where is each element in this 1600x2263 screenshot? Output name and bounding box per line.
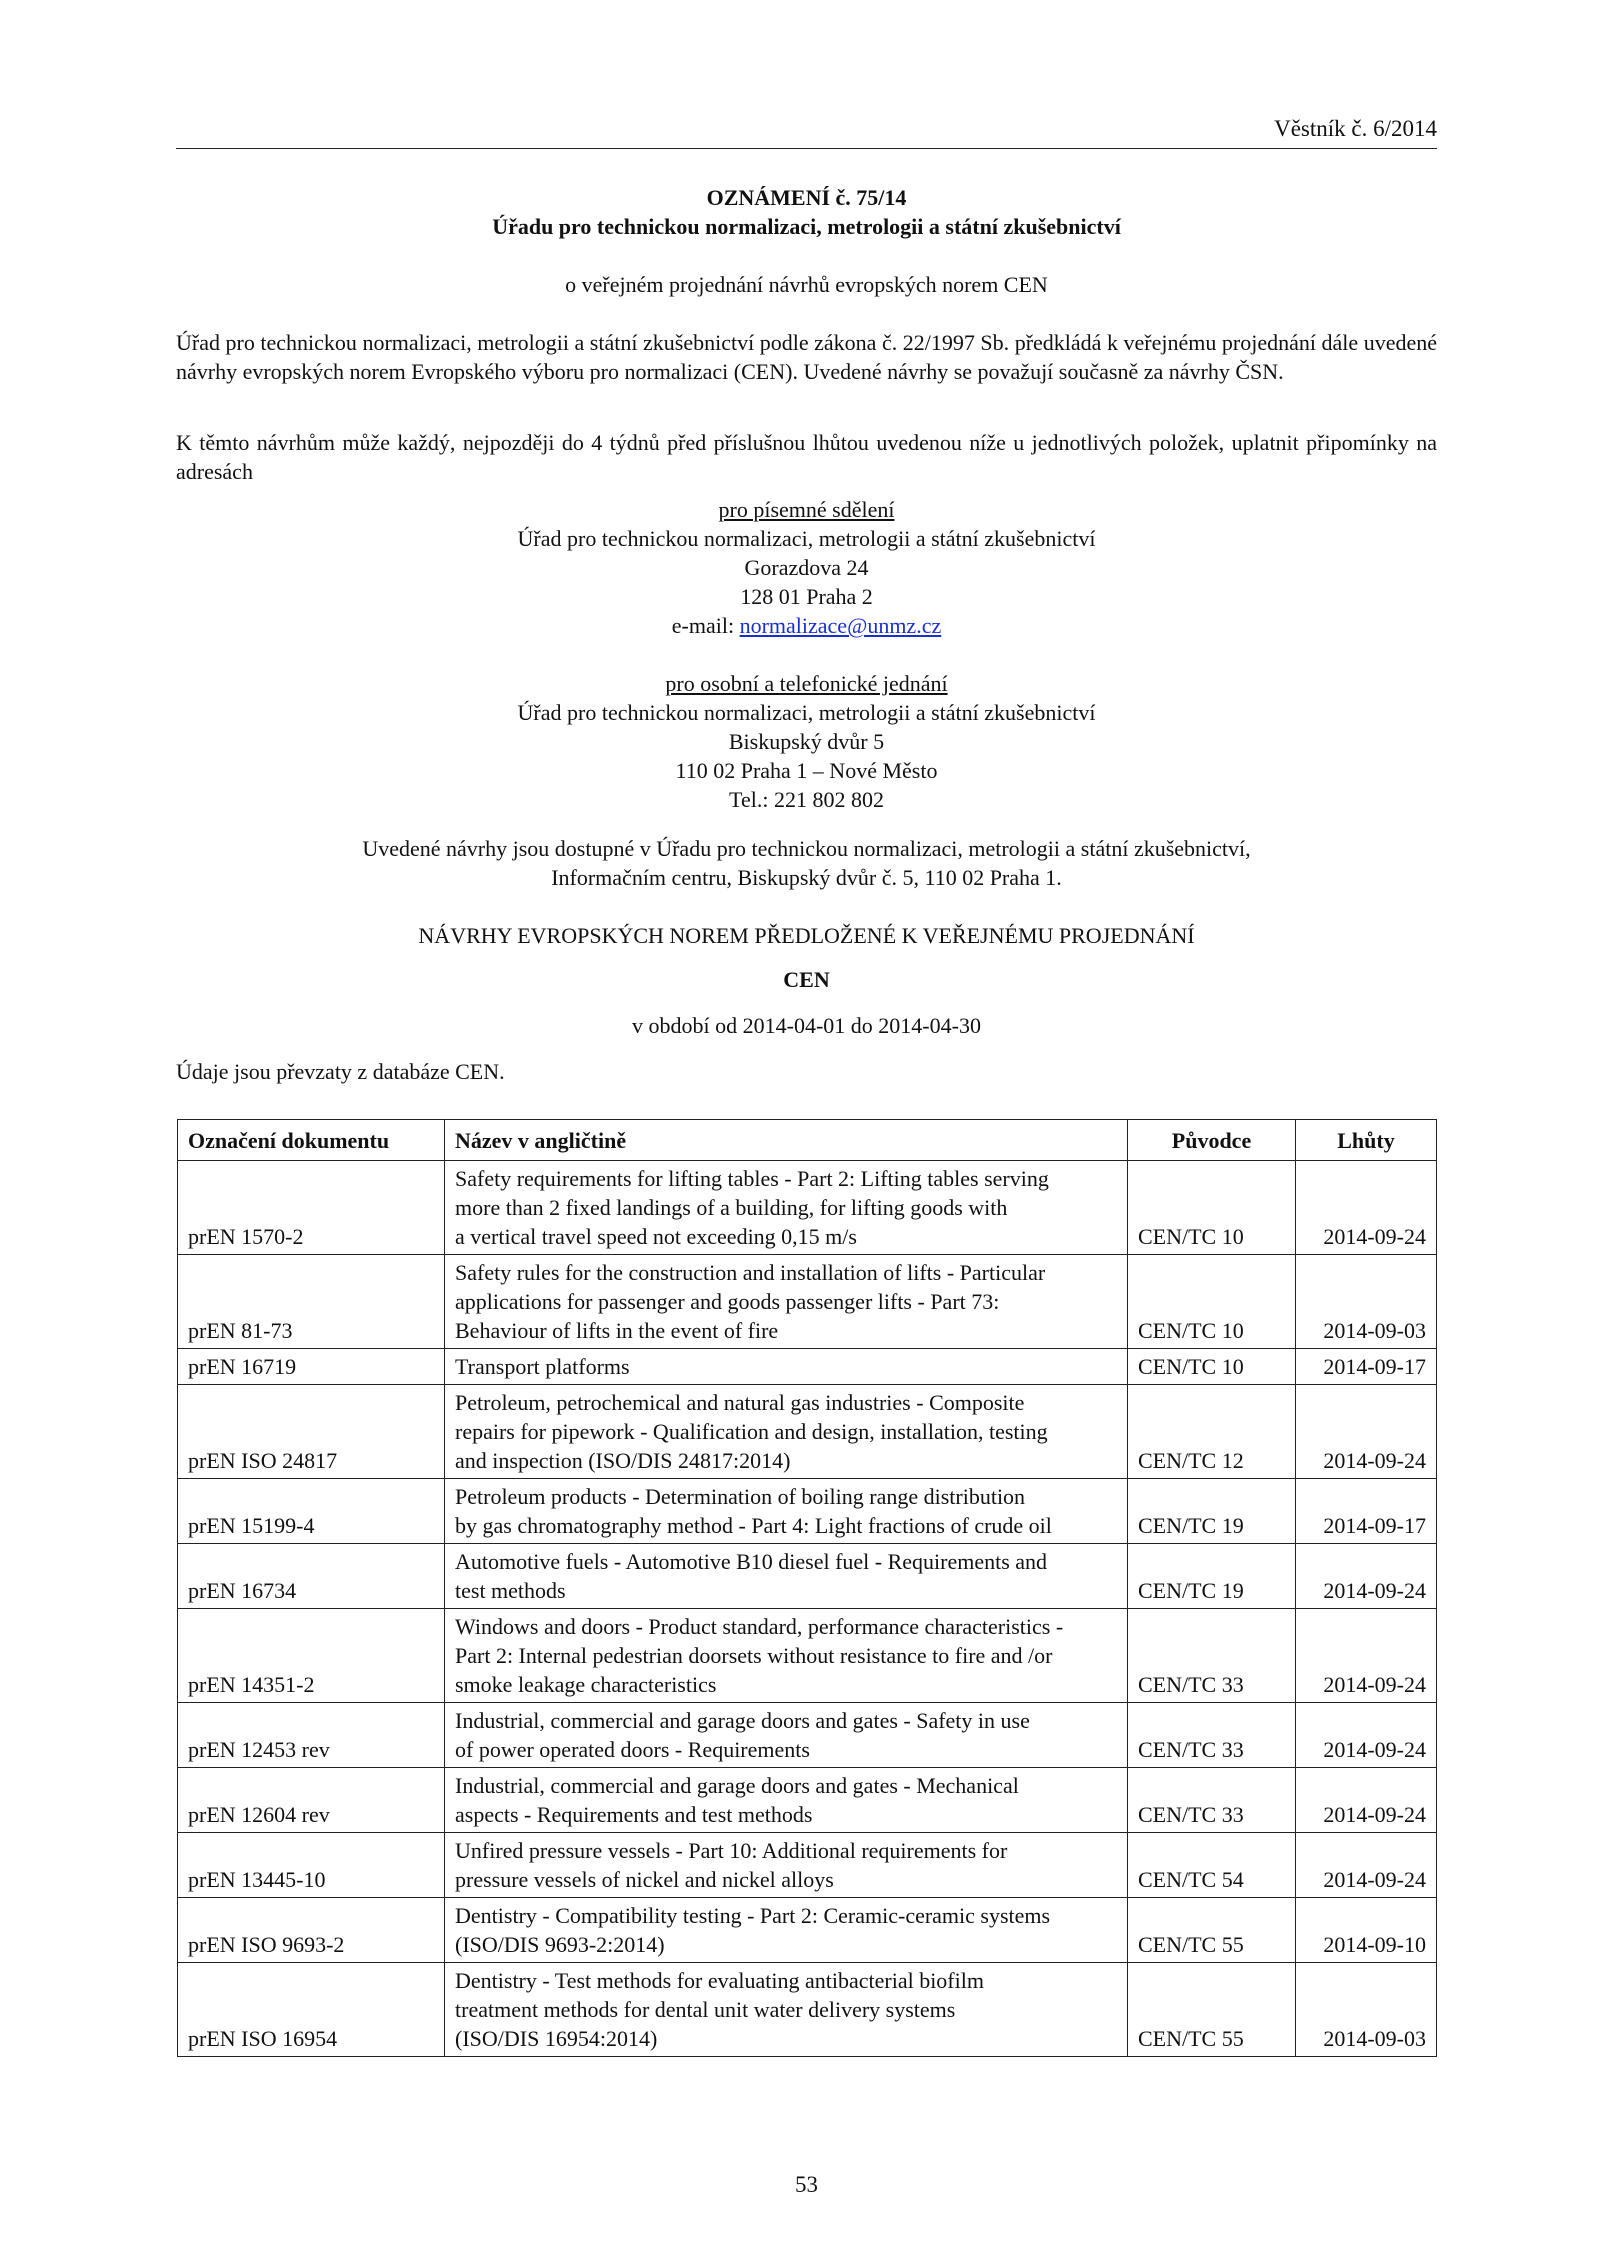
- document-id-cell: prEN 1570-2: [178, 1161, 445, 1255]
- standards-table: [177, 1119, 1437, 2057]
- section-org: CEN: [783, 967, 830, 992]
- written-contact-email-line: [176, 611, 1437, 640]
- document-id-cell: prEN 12453 rev: [178, 1703, 445, 1768]
- email-link[interactable]: normalizace@unmz.cz: [739, 613, 942, 638]
- email-label: e-mail:: [671, 613, 740, 638]
- deadline-cell: 2014-09-24: [1296, 1768, 1437, 1833]
- availability-line-2: Informačním centru, Biskupský dvůr č. 5, 110 02 Praha 1.: [551, 865, 1062, 890]
- document-id-cell: prEN ISO 16954: [178, 1963, 445, 2057]
- table-row: [178, 1161, 1437, 1255]
- origin-cell: CEN/TC 55: [1128, 1963, 1296, 2057]
- deadline-cell: 2014-09-24: [1296, 1609, 1437, 1703]
- table-row: [178, 1479, 1437, 1544]
- table-row: [178, 1833, 1437, 1898]
- header-title: Název v angličtině: [445, 1120, 1128, 1161]
- section-title: NÁVRHY EVROPSKÝCH NOREM PŘEDLOŽENÉ K VEŘEJNÉMU PROJEDNÁNÍ: [418, 923, 1195, 948]
- page-number: 53: [795, 2172, 818, 2197]
- personal-contact-office: Úřad pro technickou normalizaci, metrologii a státní zkušebnictví: [517, 700, 1096, 725]
- written-contact-office: Úřad pro technickou normalizaci, metrologii a státní zkušebnictví: [517, 526, 1096, 551]
- deadline-cell: 2014-09-17: [1296, 1349, 1437, 1385]
- document-id-cell: prEN 14351-2: [178, 1609, 445, 1703]
- availability-line-1: Uvedené návrhy jsou dostupné v Úřadu pro technickou normalizaci, metrologii a státní zkušebnictví,: [362, 836, 1251, 861]
- document-title-cell: Petroleum products - Determination of boiling range distribution by gas chromatography method - Part 4: Light fractions of crude oil: [445, 1479, 1128, 1544]
- personal-contact-phone: Tel.: 221 802 802: [729, 787, 884, 812]
- origin-cell: CEN/TC 55: [1128, 1898, 1296, 1963]
- document-id-cell: prEN 15199-4: [178, 1479, 445, 1544]
- document-title-cell: Industrial, commercial and garage doors and gates - Safety in use of power operated doors - Requirements: [445, 1703, 1128, 1768]
- origin-cell: CEN/TC 54: [1128, 1833, 1296, 1898]
- document-title-cell: Automotive fuels - Automotive B10 diesel fuel - Requirements and test methods: [445, 1544, 1128, 1609]
- written-contact-city: 128 01 Praha 2: [740, 584, 873, 609]
- origin-cell: CEN/TC 10: [1128, 1255, 1296, 1349]
- document-title-cell: Petroleum, petrochemical and natural gas industries - Composite repairs for pipework - Qualification and design, installation, testing and inspection (ISO/DIS 24817:2014): [445, 1385, 1128, 1479]
- document-id-cell: prEN 81-73: [178, 1255, 445, 1349]
- personal-contact-street: Biskupský dvůr 5: [728, 729, 885, 754]
- deadline-cell: 2014-09-24: [1296, 1544, 1437, 1609]
- origin-cell: CEN/TC 33: [1128, 1609, 1296, 1703]
- table-row: [178, 1768, 1437, 1833]
- deadline-cell: 2014-09-03: [1296, 1255, 1437, 1349]
- deadline-cell: 2014-09-24: [1296, 1161, 1437, 1255]
- document-id-cell: prEN ISO 9693-2: [178, 1898, 445, 1963]
- data-source-note: Údaje jsou převzaty z databáze CEN.: [176, 1059, 505, 1084]
- table-row: [178, 1544, 1437, 1609]
- header-document: Označení dokumentu: [178, 1120, 445, 1161]
- origin-cell: CEN/TC 33: [1128, 1768, 1296, 1833]
- deadline-cell: 2014-09-24: [1296, 1385, 1437, 1479]
- document-id-cell: prEN ISO 24817: [178, 1385, 445, 1479]
- deadline-cell: 2014-09-17: [1296, 1479, 1437, 1544]
- announcement-subject: o veřejném projednání návrhů evropských norem CEN: [565, 272, 1048, 297]
- document-id-cell: prEN 16734: [178, 1544, 445, 1609]
- document-title-cell: Unfired pressure vessels - Part 10: Additional requirements for pressure vessels of nickel and nickel alloys: [445, 1833, 1128, 1898]
- document-title-cell: Dentistry - Compatibility testing - Part 2: Ceramic-ceramic systems (ISO/DIS 9693-2:2014): [445, 1898, 1128, 1963]
- journal-issue: Věstník č. 6/2014: [1274, 116, 1437, 141]
- section-period: v období od 2014-04-01 do 2014-04-30: [632, 1013, 981, 1038]
- document-id-cell: prEN 13445-10: [178, 1833, 445, 1898]
- personal-contact-city: 110 02 Praha 1 – Nové Město: [675, 758, 938, 783]
- deadline-cell: 2014-09-24: [1296, 1833, 1437, 1898]
- deadline-cell: 2014-09-24: [1296, 1703, 1437, 1768]
- document-id-cell: prEN 12604 rev: [178, 1768, 445, 1833]
- origin-cell: CEN/TC 19: [1128, 1544, 1296, 1609]
- table-row: [178, 1609, 1437, 1703]
- table-header-row: [178, 1120, 1437, 1161]
- document-id-cell: prEN 16719: [178, 1349, 445, 1385]
- document-title-cell: Dentistry - Test methods for evaluating antibacterial biofilm treatment methods for dental unit water delivery systems (ISO/DIS 16954:2014): [445, 1963, 1128, 2057]
- document-title-cell: Windows and doors - Product standard, performance characteristics - Part 2: Internal pedestrian doorsets without resistance to fire and /or smoke leakage characteristics: [445, 1609, 1128, 1703]
- written-contact-street: Gorazdova 24: [744, 555, 869, 580]
- announcement-issuer: Úřadu pro technickou normalizaci, metrologii a státní zkušebnictví: [492, 214, 1121, 239]
- deadline-cell: 2014-09-10: [1296, 1898, 1437, 1963]
- table-row: [178, 1255, 1437, 1349]
- origin-cell: CEN/TC 19: [1128, 1479, 1296, 1544]
- table-row: [178, 1385, 1437, 1479]
- deadline-cell: 2014-09-03: [1296, 1963, 1437, 2057]
- origin-cell: CEN/TC 10: [1128, 1349, 1296, 1385]
- intro-paragraph: Úřad pro technickou normalizaci, metrologii a státní zkušebnictví podle zákona č. 22/1997 Sb. předkládá k veřejnému projednání dále uvedené návrhy evropských norem Evropského výboru pro normalizaci (CEN). Uvedené návrhy se považují současně za návrhy ČSN.: [176, 330, 1437, 384]
- announcement-number: OZNÁMENÍ č. 75/14: [706, 185, 907, 210]
- personal-contact-heading: pro osobní a telefonické jednání: [665, 671, 948, 696]
- document-title-cell: Safety rules for the construction and installation of lifts - Particular applications for passenger and goods passenger lifts - Part 73: Behaviour of lifts in the event of fire: [445, 1255, 1128, 1349]
- header-deadline: Lhůty: [1296, 1120, 1437, 1161]
- document-title-cell: Transport platforms: [445, 1349, 1128, 1385]
- origin-cell: CEN/TC 12: [1128, 1385, 1296, 1479]
- table-row: [178, 1898, 1437, 1963]
- document-title-cell: Safety requirements for lifting tables - Part 2: Lifting tables serving more than 2 fixed landings of a building, for lifting goods with a vertical travel speed not exceeding 0,15 m/s: [445, 1161, 1128, 1255]
- written-contact-heading: pro písemné sdělení: [718, 497, 895, 522]
- table-row: [178, 1703, 1437, 1768]
- table-row: [178, 1963, 1437, 2057]
- origin-cell: CEN/TC 10: [1128, 1161, 1296, 1255]
- origin-cell: CEN/TC 33: [1128, 1703, 1296, 1768]
- table-row: [178, 1349, 1437, 1385]
- comments-paragraph: K těmto návrhům může každý, nejpozději do 4 týdnů před příslušnou lhůtou uvedenou níže u jednotlivých položek, uplatnit připomínky na adresách: [176, 430, 1437, 484]
- document-title-cell: Industrial, commercial and garage doors and gates - Mechanical aspects - Requirements and test methods: [445, 1768, 1128, 1833]
- header-origin: Původce: [1128, 1120, 1296, 1161]
- journal-header: [176, 112, 1437, 149]
